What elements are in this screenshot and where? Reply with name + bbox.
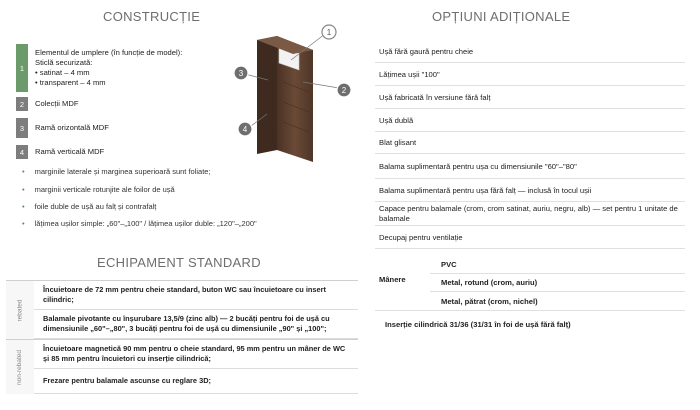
callout-3	[234, 66, 248, 80]
svg-text:2: 2	[341, 86, 347, 95]
callout-2	[337, 83, 351, 97]
optiuni-table	[375, 40, 685, 337]
group-non-rebated	[6, 339, 358, 394]
legend-text: • satinat – 4 mm	[35, 68, 90, 77]
legend-text: Elementul de umplere (în funcție de model):	[35, 48, 183, 57]
equipment-row: Frezare pentru balamale ascunse cu reglare 3D;	[34, 369, 358, 394]
legend-item-4	[16, 145, 216, 159]
option-row: Inserție cilindrică 31/36 (31/31 în foi de ușă fără falț)	[385, 319, 571, 329]
legend-item-1	[16, 44, 216, 92]
legend-text: • transparent – 4 mm	[35, 78, 106, 87]
manere-item: PVC	[430, 256, 685, 274]
option-row: Decupaj pentru ventilație	[375, 226, 685, 249]
svg-text:4: 4	[242, 125, 248, 134]
legend-text: Ramă orizontală MDF	[35, 123, 109, 132]
door-construction-illustration	[233, 22, 363, 162]
manere-label: Mânere	[379, 275, 406, 284]
legend-number: 4	[16, 145, 28, 159]
svg-text:1: 1	[326, 28, 332, 37]
svg-text:3: 3	[238, 69, 244, 78]
note-item: • marginile laterale și marginea superioară sunt foliate;	[22, 167, 211, 176]
optiuni-heading: OPȚIUNI ADIȚIONALE	[432, 9, 571, 24]
legend-item-2	[16, 97, 216, 111]
note-item: • lățimea ușilor simple: „60"–„100" / lățimea ușilor duble: „120"–„200"	[22, 219, 257, 228]
group-label: non-rebated	[16, 349, 24, 385]
option-row: Balama suplimentară pentru ușa cu dimensiunile "60"–"80"	[375, 154, 685, 179]
group-rebated	[6, 280, 358, 339]
option-row: Ușă dublă	[375, 109, 685, 132]
echipament-table	[6, 280, 358, 394]
note-item: • foile duble de ușă au falț și contrafalț	[22, 202, 156, 211]
legend-text: Colecții MDF	[35, 99, 79, 108]
legend-item-3	[16, 118, 216, 138]
echipament-heading: ECHIPAMENT STANDARD	[97, 255, 261, 270]
option-row: Capace pentru balamale (crom, crom satinat, auriu, negru, alb) — set pentru 1 unitate de balamale	[375, 202, 685, 226]
callout-4	[238, 122, 252, 136]
option-row: Ușă fabricată în versiune fără falț	[375, 86, 685, 109]
manere-item: Metal, pătrat (crom, nichel)	[441, 296, 538, 306]
manere-item: Metal, rotund (crom, auriu)	[430, 274, 685, 292]
legend-number: 3	[16, 118, 28, 138]
option-row: Ușă fără gaură pentru cheie	[375, 40, 685, 63]
equipment-row: Încuietoare magnetică 90 mm pentru o cheie standard, 95 mm pentru un mâner de WC și 85 mm pentru încuietori cu inserție cilindrică;	[34, 340, 358, 369]
equipment-row: Balamale pivotante cu înșurubare 13,5/9 (zinc alb) — 2 bucăți pentru foi de ușă cu dimensiunile „60"–„80", 3 bucăți pentru foi de ușă cu dimensiunile „90" și „100";	[34, 310, 358, 339]
manere-group	[375, 249, 685, 311]
legend-text: Sticlă securizată:	[35, 58, 93, 67]
note-item: • marginii verticale rotunjite ale foilor de ușă	[22, 185, 175, 194]
group-label: rebated	[16, 298, 24, 322]
constructie-heading: CONSTRUCȚIE	[103, 9, 201, 24]
callout-1	[322, 25, 336, 39]
option-row: Blat glisant	[375, 132, 685, 154]
equipment-row: Încuietoare de 72 mm pentru cheie standard, buton WC sau încuietoare cu insert cilindric;	[34, 281, 358, 310]
legend-text: Ramă verticală MDF	[35, 147, 105, 156]
legend-number: 2	[16, 97, 28, 111]
option-row: Balama suplimentară pentru ușa fără falț — inclusă în tocul ușii	[375, 179, 685, 202]
legend-number: 1	[16, 44, 28, 92]
option-row: Lățimea ușii "100"	[375, 63, 685, 86]
vertical-frame-side	[257, 36, 277, 154]
